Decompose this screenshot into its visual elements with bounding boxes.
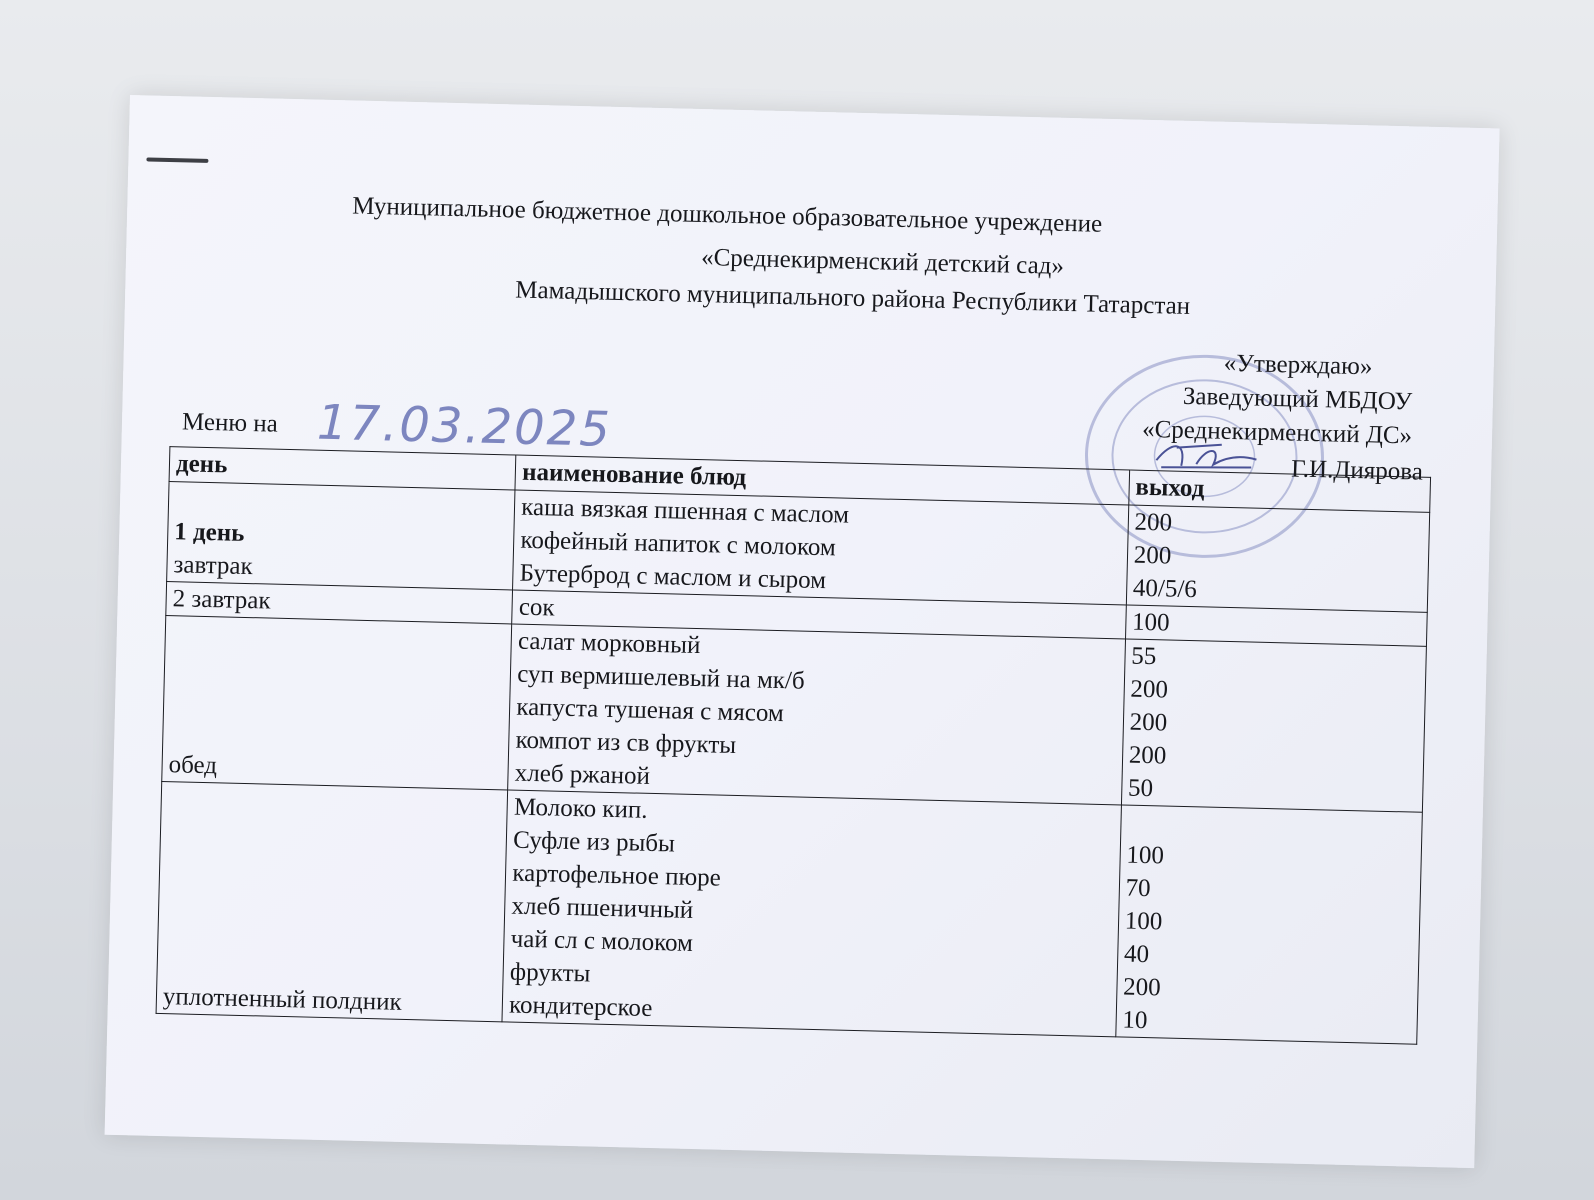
dish-cell	[502, 790, 1121, 1037]
dish-item: Бутерброд с маслом и сыром	[519, 559, 827, 595]
output-item: 55	[1130, 642, 1157, 671]
meal-name: завтрак	[173, 551, 253, 581]
day-cell	[167, 482, 516, 590]
output-item: 10	[1122, 1006, 1148, 1035]
output-item: 40/5/6	[1132, 574, 1198, 604]
dish-item: компот из св фрукты	[515, 726, 737, 759]
approval-organization: «Среднекирменский ДС»	[1141, 415, 1413, 450]
output-item: 100	[1124, 907, 1163, 936]
dish-cell	[513, 490, 1129, 605]
dish-item: кондитерское	[508, 991, 653, 1023]
approval-title: «Утверждаю»	[1223, 349, 1373, 381]
document-header	[124, 95, 1499, 368]
dish-item: Молоко кип.	[513, 793, 648, 824]
output-item: 200	[1122, 973, 1162, 1002]
institution-name-line3: Мамадышского муниципального района Республики Татарстан	[515, 276, 1191, 320]
table-row	[162, 616, 1427, 813]
menu-date: 17.03.2025	[316, 394, 613, 458]
table-row	[156, 781, 1422, 1044]
document-sheet	[105, 95, 1500, 1168]
menu-table	[156, 446, 1432, 1045]
output-item: 200	[1130, 675, 1169, 704]
output-item: 200	[1129, 708, 1168, 737]
header-output: выход	[1128, 470, 1430, 512]
output-item: 200	[1134, 508, 1173, 537]
approval-position: Заведующий МБДОУ	[1182, 382, 1413, 416]
dish-cell	[508, 624, 1125, 805]
dish-item: чай сл с молоком	[510, 925, 694, 958]
output-cell	[1115, 805, 1422, 1044]
day-number: 1 день	[174, 518, 245, 547]
output-item: 100	[1125, 605, 1427, 646]
output-cell	[1121, 639, 1426, 812]
dish-item: хлеб ржаной	[514, 759, 651, 790]
meal-name: обед	[162, 616, 512, 790]
meal-name: уплотненный полдник	[156, 781, 508, 1021]
output-item: 70	[1125, 874, 1151, 903]
dish-item: картофельное пюре	[512, 859, 722, 892]
output-item: 200	[1128, 741, 1167, 770]
menu-label: Меню на	[181, 408, 279, 438]
dish-item: хлеб пшеничный	[511, 892, 694, 924]
output-item: 100	[1126, 841, 1165, 870]
dish-item: салат морковный	[517, 627, 701, 660]
output-item: 50	[1127, 774, 1154, 803]
dish-item: суп вермишелевый на мк/б	[516, 660, 805, 695]
output-item: 40	[1123, 940, 1150, 969]
institution-name-line2: «Среднекирменский детский сад»	[700, 244, 1065, 280]
meal-name: 2 завтрак	[166, 582, 513, 624]
approval-signer-name: Г.И.Диярова	[1290, 455, 1424, 486]
dish-item: Суфле из рыбы	[512, 826, 676, 858]
dish-item: фрукты	[509, 958, 591, 988]
output-cell	[1126, 505, 1430, 612]
dish-item: кофейный напиток с молоком	[520, 526, 837, 562]
dish-item: капуста тушеная с мясом	[516, 693, 785, 728]
dish-item: сок	[512, 590, 1126, 639]
header-day: день	[169, 447, 516, 490]
dish-item: каша вязкая пшенная с маслом	[521, 493, 850, 529]
header-dish: наименование блюд	[515, 455, 1129, 505]
output-item: 200	[1133, 541, 1172, 570]
institution-name-line1: Муниципальное бюджетное дошкольное образовательное учреждение	[352, 192, 1103, 238]
